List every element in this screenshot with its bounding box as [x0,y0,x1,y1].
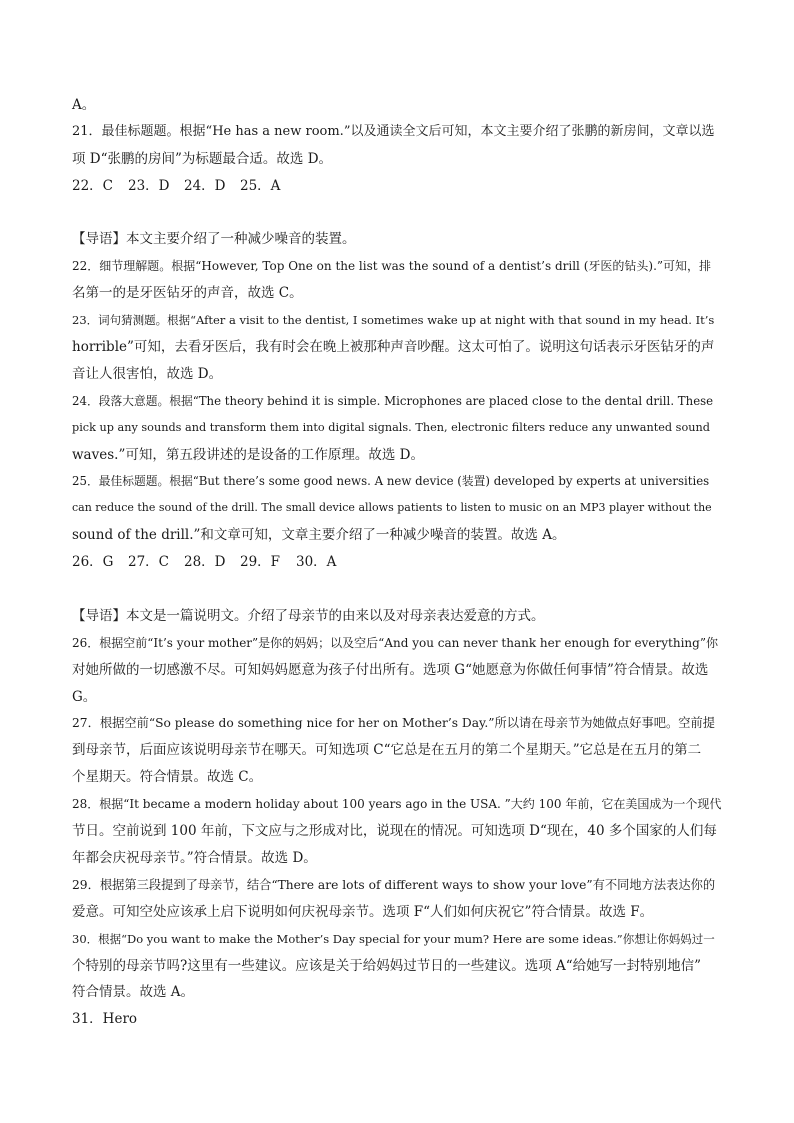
text-line: 个星期天。符合情景。故选 C。 [72,769,263,786]
answer-key-item: 23．D [128,177,170,194]
text-line: horrible”可知，去看牙医后，我有时会在晚上被那种声音吵醒。这太可怕了。说明这句话表示牙医钻牙的声 [72,339,715,356]
text-line: 30．根据“Do you want to make the Mother’s Day special for your mum? Here are some ideas.”你想让你妈妈过一 [72,931,715,946]
text-line: 27．根据空前“So please do something nice for her on Mother’s Day.”所以请在母亲节为她做点好事吧。空前提 [72,716,715,731]
text-line: 28．根据“It became a modern holiday about 100 years ago in the USA. ”大约 100 年前，它在美国成为一个现代 [72,797,722,812]
text-line: 个特别的母亲节吗?这里有一些建议。应该是关于给妈妈过节日的一些建议。选项 A“给她写一封特别地信” [72,957,702,974]
text-line: can reduce the sound of the drill. The small device allows patients to listen to music on an MP3 player without the [72,501,712,515]
blank-line [72,200,722,227]
text-line: 22．细节理解题。根据“However, Top One on the list was the sound of a dentist’s drill (牙医的钻头).”可知，排 [72,259,712,274]
text-line: 节日。空前说到 100 年前，下文应与之形成对比，说现在的情况。可知选项 D“现在，40 多个国家的人们每 [72,823,717,840]
text-line: 【导语】本文主要介绍了一种减少噪音的装置。 [72,231,356,248]
text-line: 23．词句猜测题。根据“After a visit to the dentist, I sometimes wake up at night with that sound in my head. It’s [72,313,715,328]
answer-key-row [72,173,722,200]
text-line: 名第一的是牙医钻牙的声音，故选 C。 [72,285,303,302]
text-line: 21．最佳标题题。根据“He has a new room.”以及通读全文后可知，本文主要介绍了张鹏的新房间，文章以选 [72,123,715,139]
answer-key-row [72,549,722,576]
answer-key-item: 30．A [296,554,337,571]
answer-key-item: 26．G [72,554,114,571]
answer-key-item: 22．C [72,177,114,194]
text-line: sound of the drill.”和文章可知，文章主要介绍了一种减少噪音的装置。故选 A。 [72,527,566,544]
blank-line [72,576,722,603]
text-line: 年都会庆祝母亲节。”符合情景。故选 D。 [72,849,317,866]
answer-key-item: 25．A [240,177,281,194]
text-line: 到母亲节，后面应该说明母亲节在哪天。可知选项 C“它总是在五月的第二个星期天。”它总是在五月的第二 [72,742,702,759]
text-line: 26．根据空前“It’s your mother”是你的妈妈；以及空后“And you can never thank her enough for everything”你 [72,635,718,650]
text-line: 项 D“张鹏的房间”为标题最合适。故选 D。 [72,150,333,167]
text-line: 音让人很害怕，故选 D。 [72,365,223,382]
text-line: 25．最佳标题题。根据“But there’s some good news. A new device (装置) developed by experts at universities [72,474,710,489]
answer-key-item: 29．F [240,554,281,571]
text-line: 31．Hero [72,1011,138,1028]
text-line: A。 [72,97,96,113]
text-line: waves.”可知，第五段讲述的是设备的工作原理。故选 D。 [72,446,424,463]
text-line: pick up any sounds and transform them into digital signals. Then, electronic filters reduce any unwanted sound [72,420,710,434]
answer-key-item: 24．D [184,177,226,194]
text-line: 对她所做的一切感激不尽。可知妈妈愿意为孩子付出所有。选项 G“她愿意为你做任何事情”符合情景。故选 [72,661,709,678]
text-line: G。 [72,688,97,705]
text-line: 29．根据第三段提到了母亲节，结合“There are lots of different ways to show your love”有不同地方法表达你的 [72,877,716,892]
answer-key-item: 28．D [184,554,226,571]
text-line: 符合情景。故选 A。 [72,984,195,1001]
text-line: 爱意。可知空处应该承上启下说明如何庆祝母亲节。选项 F“人们如何庆祝它”符合情景。故选 F。 [72,903,654,920]
answer-explanation-text [72,92,722,1033]
text-line: 24．段落大意题。根据“The theory behind it is simple. Microphones are placed close to the dental drill. These [72,393,714,408]
text-line: 【导语】本文是一篇说明文。介绍了母亲节的由来以及对母亲表达爱意的方式。 [72,607,545,624]
answer-key-item: 27．C [128,554,170,571]
